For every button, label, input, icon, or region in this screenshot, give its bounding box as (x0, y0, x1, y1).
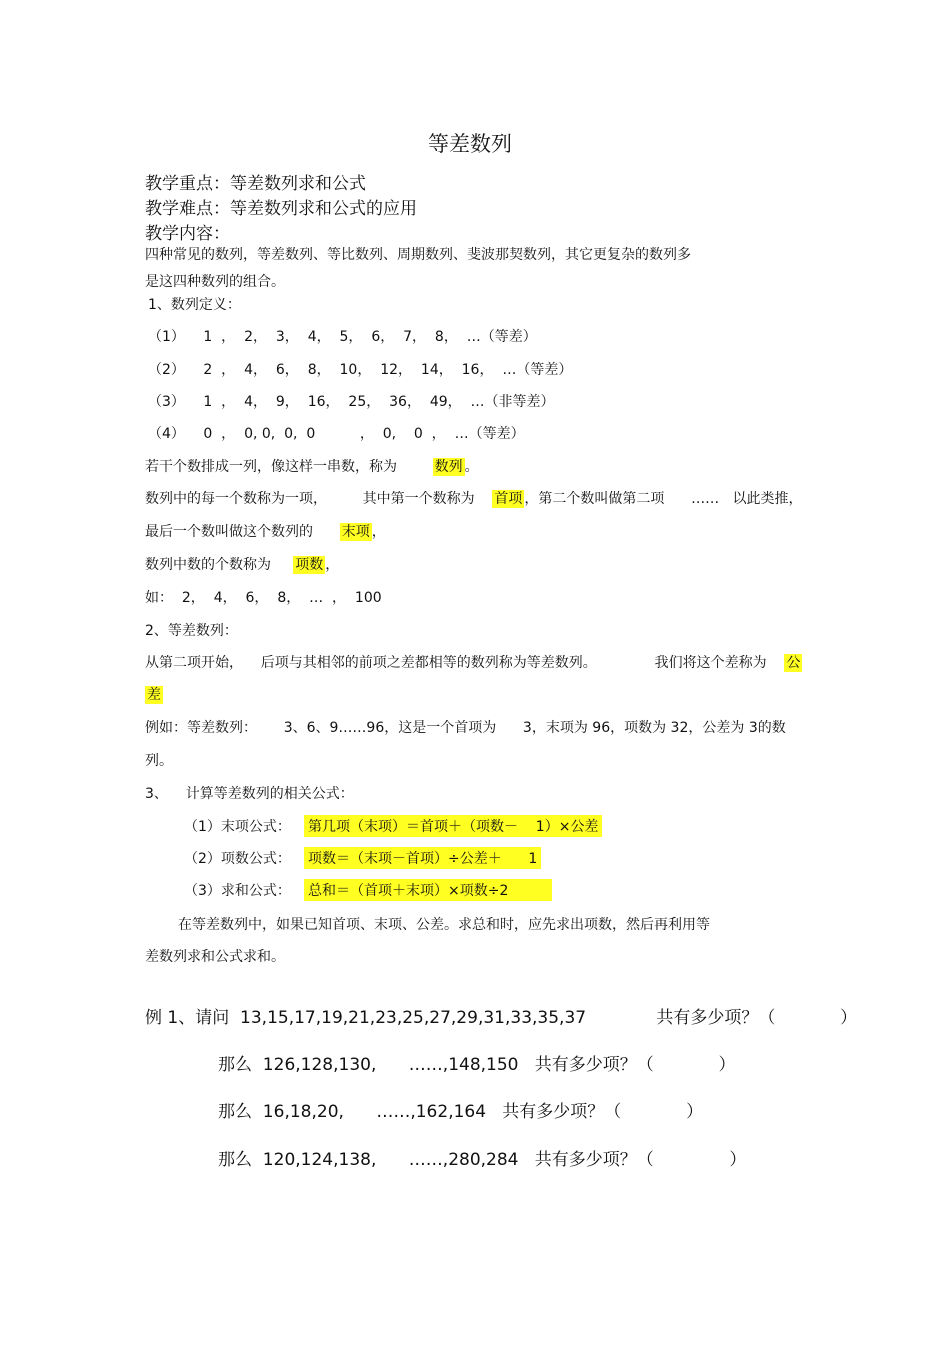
definition-last-term (145, 521, 386, 541)
sequence-items: 2 ， 4， 6， 8， 10， 12， 14， 16， …（等差） (203, 362, 573, 378)
ap-definition (145, 652, 802, 672)
sequence-number: （1） (148, 329, 185, 345)
definition-sequence (145, 456, 479, 476)
highlight-term: 数列 (434, 459, 463, 475)
formula-row (184, 815, 602, 837)
example-question: 那么 16,18,20, ……,162,164 共有多少项？（ ） (218, 1102, 704, 1122)
definition-text: 。 (464, 459, 479, 475)
definition-text: 数列中的每一个数称为一项， 其中第一个数称为 (145, 491, 475, 507)
highlight-term: 首项 (494, 491, 523, 507)
note-line-2: 差数列求和公式求和。 (145, 949, 285, 965)
formula-text: 第几项（末项）＝首项＋（项数－ 1）×公差 (304, 815, 602, 837)
example-question: 那么 120,124,138, ……,280,284 共有多少项？（ ） (218, 1150, 747, 1170)
ap-example-line-2: 列。 (145, 753, 173, 769)
sequence-items: 1 ， 4， 9， 16， 25， 36， 49， …（非等差） (203, 394, 555, 410)
formula-label: （2）项数公式： (184, 851, 291, 867)
formula-label: （3）求和公式： (184, 883, 291, 899)
note-line-1: 在等差数列中，如果已知首项、末项、公差。求总和时，应先求出项数，然后再利用等 (178, 917, 710, 933)
highlight-term: 末项 (341, 524, 370, 540)
definition-text: 从第二项开始， 后项与其相邻的前项之差都相等的数列称为等差数列。 我们将这个差称为 (145, 655, 767, 671)
definition-text: 最后一个数叫做这个数列的 (145, 524, 313, 540)
formula-label: （1）末项公式： (184, 819, 291, 835)
definition-text: ， (325, 557, 340, 573)
definition-text: ，第二个数叫做第二项 …… 以此类推， (524, 491, 803, 507)
definition-first-term (145, 488, 802, 508)
intro-line-2: 是这四种数列的组合。 (145, 274, 285, 290)
sequence-number: （2） (148, 362, 185, 378)
sequence-row (148, 391, 555, 411)
sequence-items: 0 ， 0, 0, 0, 0 ， 0, 0 ， …（等差） (203, 426, 525, 442)
sequence-number: （3） (148, 394, 185, 410)
formula-row (184, 847, 541, 869)
example-sequence: 如： 2， 4， 6， 8， … ， 100 (145, 590, 382, 606)
formula-text: 总和＝（首项＋末项）×项数÷2 (304, 879, 552, 901)
example-question: 例 1、请问 13,15,17,19,21,23,25,27,29,31,33,35,37 共有多少项？（ ） (145, 1008, 858, 1028)
page-title: 等差数列 (428, 132, 512, 156)
sequence-items: 1 ， 2， 3， 4， 5， 6， 7， 8， …（等差） (203, 329, 537, 345)
highlight-term: 差 (147, 687, 161, 703)
formula-text: 项数＝（末项－首项）÷公差＋ 1 (304, 847, 541, 869)
definition-term-count (145, 554, 339, 574)
ap-definition-continued (145, 684, 163, 704)
sequence-row (148, 423, 525, 443)
content-label: 教学内容： (145, 224, 230, 244)
definition-text: 若干个数排成一列，像这样一串数，称为 (145, 459, 397, 475)
ap-example-line-1: 例如：等差数列： 3、6、9……96，这是一个首项为 3，末项为 96，项数为 32，公差为 3的数 (145, 720, 786, 736)
formula-row (184, 879, 552, 901)
intro-line-1: 四种常见的数列，等差数列、等比数列、周期数列、斐波那契数列，其它更复杂的数列多 (145, 247, 691, 263)
key-point: 教学重点：等差数列求和公式 (145, 174, 366, 194)
section-1-heading: 1、数列定义： (148, 297, 241, 313)
section-3-heading: 3、 计算等差数列的相关公式： (145, 786, 354, 802)
highlight-term: 项数 (295, 557, 324, 573)
sequence-row (148, 326, 537, 346)
definition-text: ， (371, 524, 386, 540)
sequence-row (148, 359, 572, 379)
example-question: 那么 126,128,130, ……,148,150 共有多少项？（ ） (218, 1055, 736, 1075)
definition-text: 数列中数的个数称为 (145, 557, 271, 573)
highlight-term: 公 (786, 655, 801, 671)
section-2-heading: 2、等差数列： (145, 623, 238, 639)
difficulty: 教学难点：等差数列求和公式的应用 (145, 199, 417, 219)
sequence-number: （4） (148, 426, 185, 442)
